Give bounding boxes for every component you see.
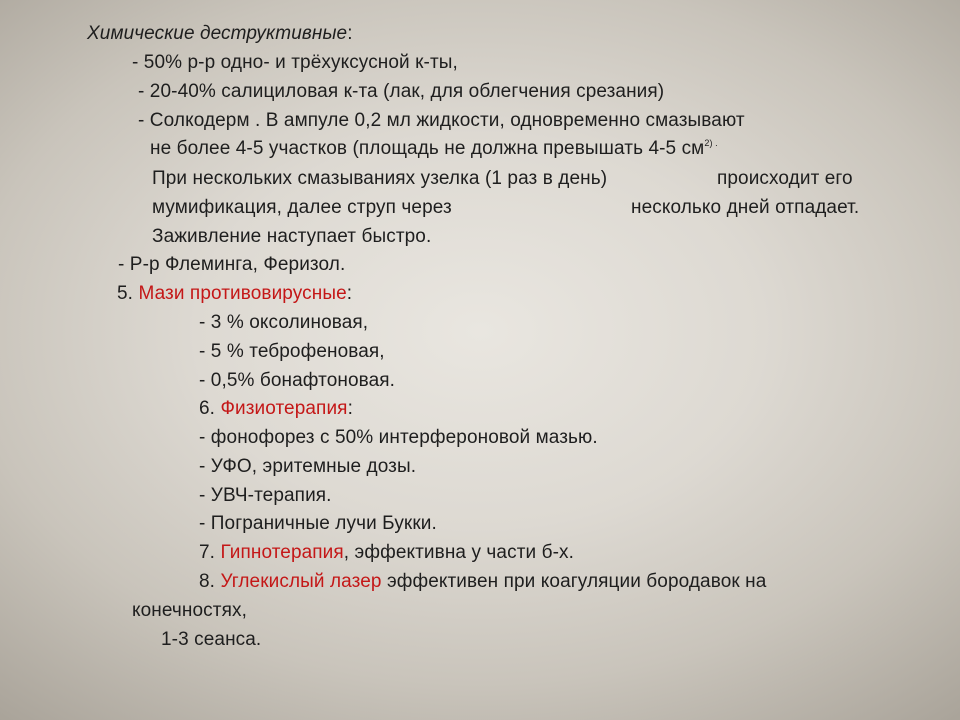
text-line: При нескольких смазываниях узелка (1 раз в день) [152, 168, 608, 189]
list-item: - 5 % теброфеновая, [199, 341, 385, 362]
text-line: несколько дней отпадает. [631, 197, 860, 218]
item-label: Мази противовирусные [138, 283, 347, 304]
item-number: 5. [117, 283, 139, 304]
text-line: мумификация, далее струп через [152, 197, 452, 218]
item-number: 6. [199, 398, 221, 419]
list-item: - Пограничные лучи Букки. [199, 513, 437, 534]
item-text: эффективен при коагуляции бородавок на [381, 571, 767, 592]
list-item: - УВЧ-терапия. [199, 485, 332, 506]
item-6-header [199, 397, 353, 421]
superscript: 2) . [704, 138, 718, 148]
heading-colon: : [347, 23, 353, 44]
item-number: 8. [199, 571, 221, 592]
text-line: Заживление наступает быстро. [152, 226, 432, 247]
item-number: 7. [199, 542, 221, 563]
list-item: - УФО, эритемные дозы. [199, 456, 417, 477]
text-line [150, 137, 718, 161]
heading-line [87, 22, 353, 46]
text-line: - Солкодерм . В ампуле 0,2 мл жидкости, одновременно смазывают [138, 110, 745, 131]
text-fragment: не более 4-5 участков (площадь не должна превышать 4-5 см [150, 138, 705, 159]
text-line: - 20-40% салициловая к-та (лак, для облегчения срезания) [138, 81, 665, 102]
text-line: 1-3 сеанса. [161, 629, 262, 650]
list-item: - 0,5% бонафтоновая. [199, 370, 396, 391]
item-8-line [199, 570, 766, 594]
item-label: Углекислый лазер [220, 571, 382, 592]
item-text: , эффективна у части б-х. [343, 542, 574, 563]
text-line: происходит его [717, 168, 853, 189]
item-colon: : [346, 283, 353, 304]
section-heading: Химические деструктивные [87, 23, 348, 44]
item-colon: : [347, 398, 353, 419]
item-5-header [117, 282, 352, 306]
item-7-line [199, 541, 574, 565]
text-line: - Р-р Флеминга, Феризол. [118, 254, 346, 275]
list-item: - 3 % оксолиновая, [199, 312, 369, 333]
item-label: Гипнотерапия [220, 542, 344, 563]
item-label: Физиотерапия [220, 398, 348, 419]
list-item: - фонофорез с 50% интерфероновой мазью. [199, 427, 598, 448]
text-line: конечностях, [132, 600, 247, 621]
text-line: - 50% р-р одно- и трёхуксусной к-ты, [132, 52, 458, 73]
